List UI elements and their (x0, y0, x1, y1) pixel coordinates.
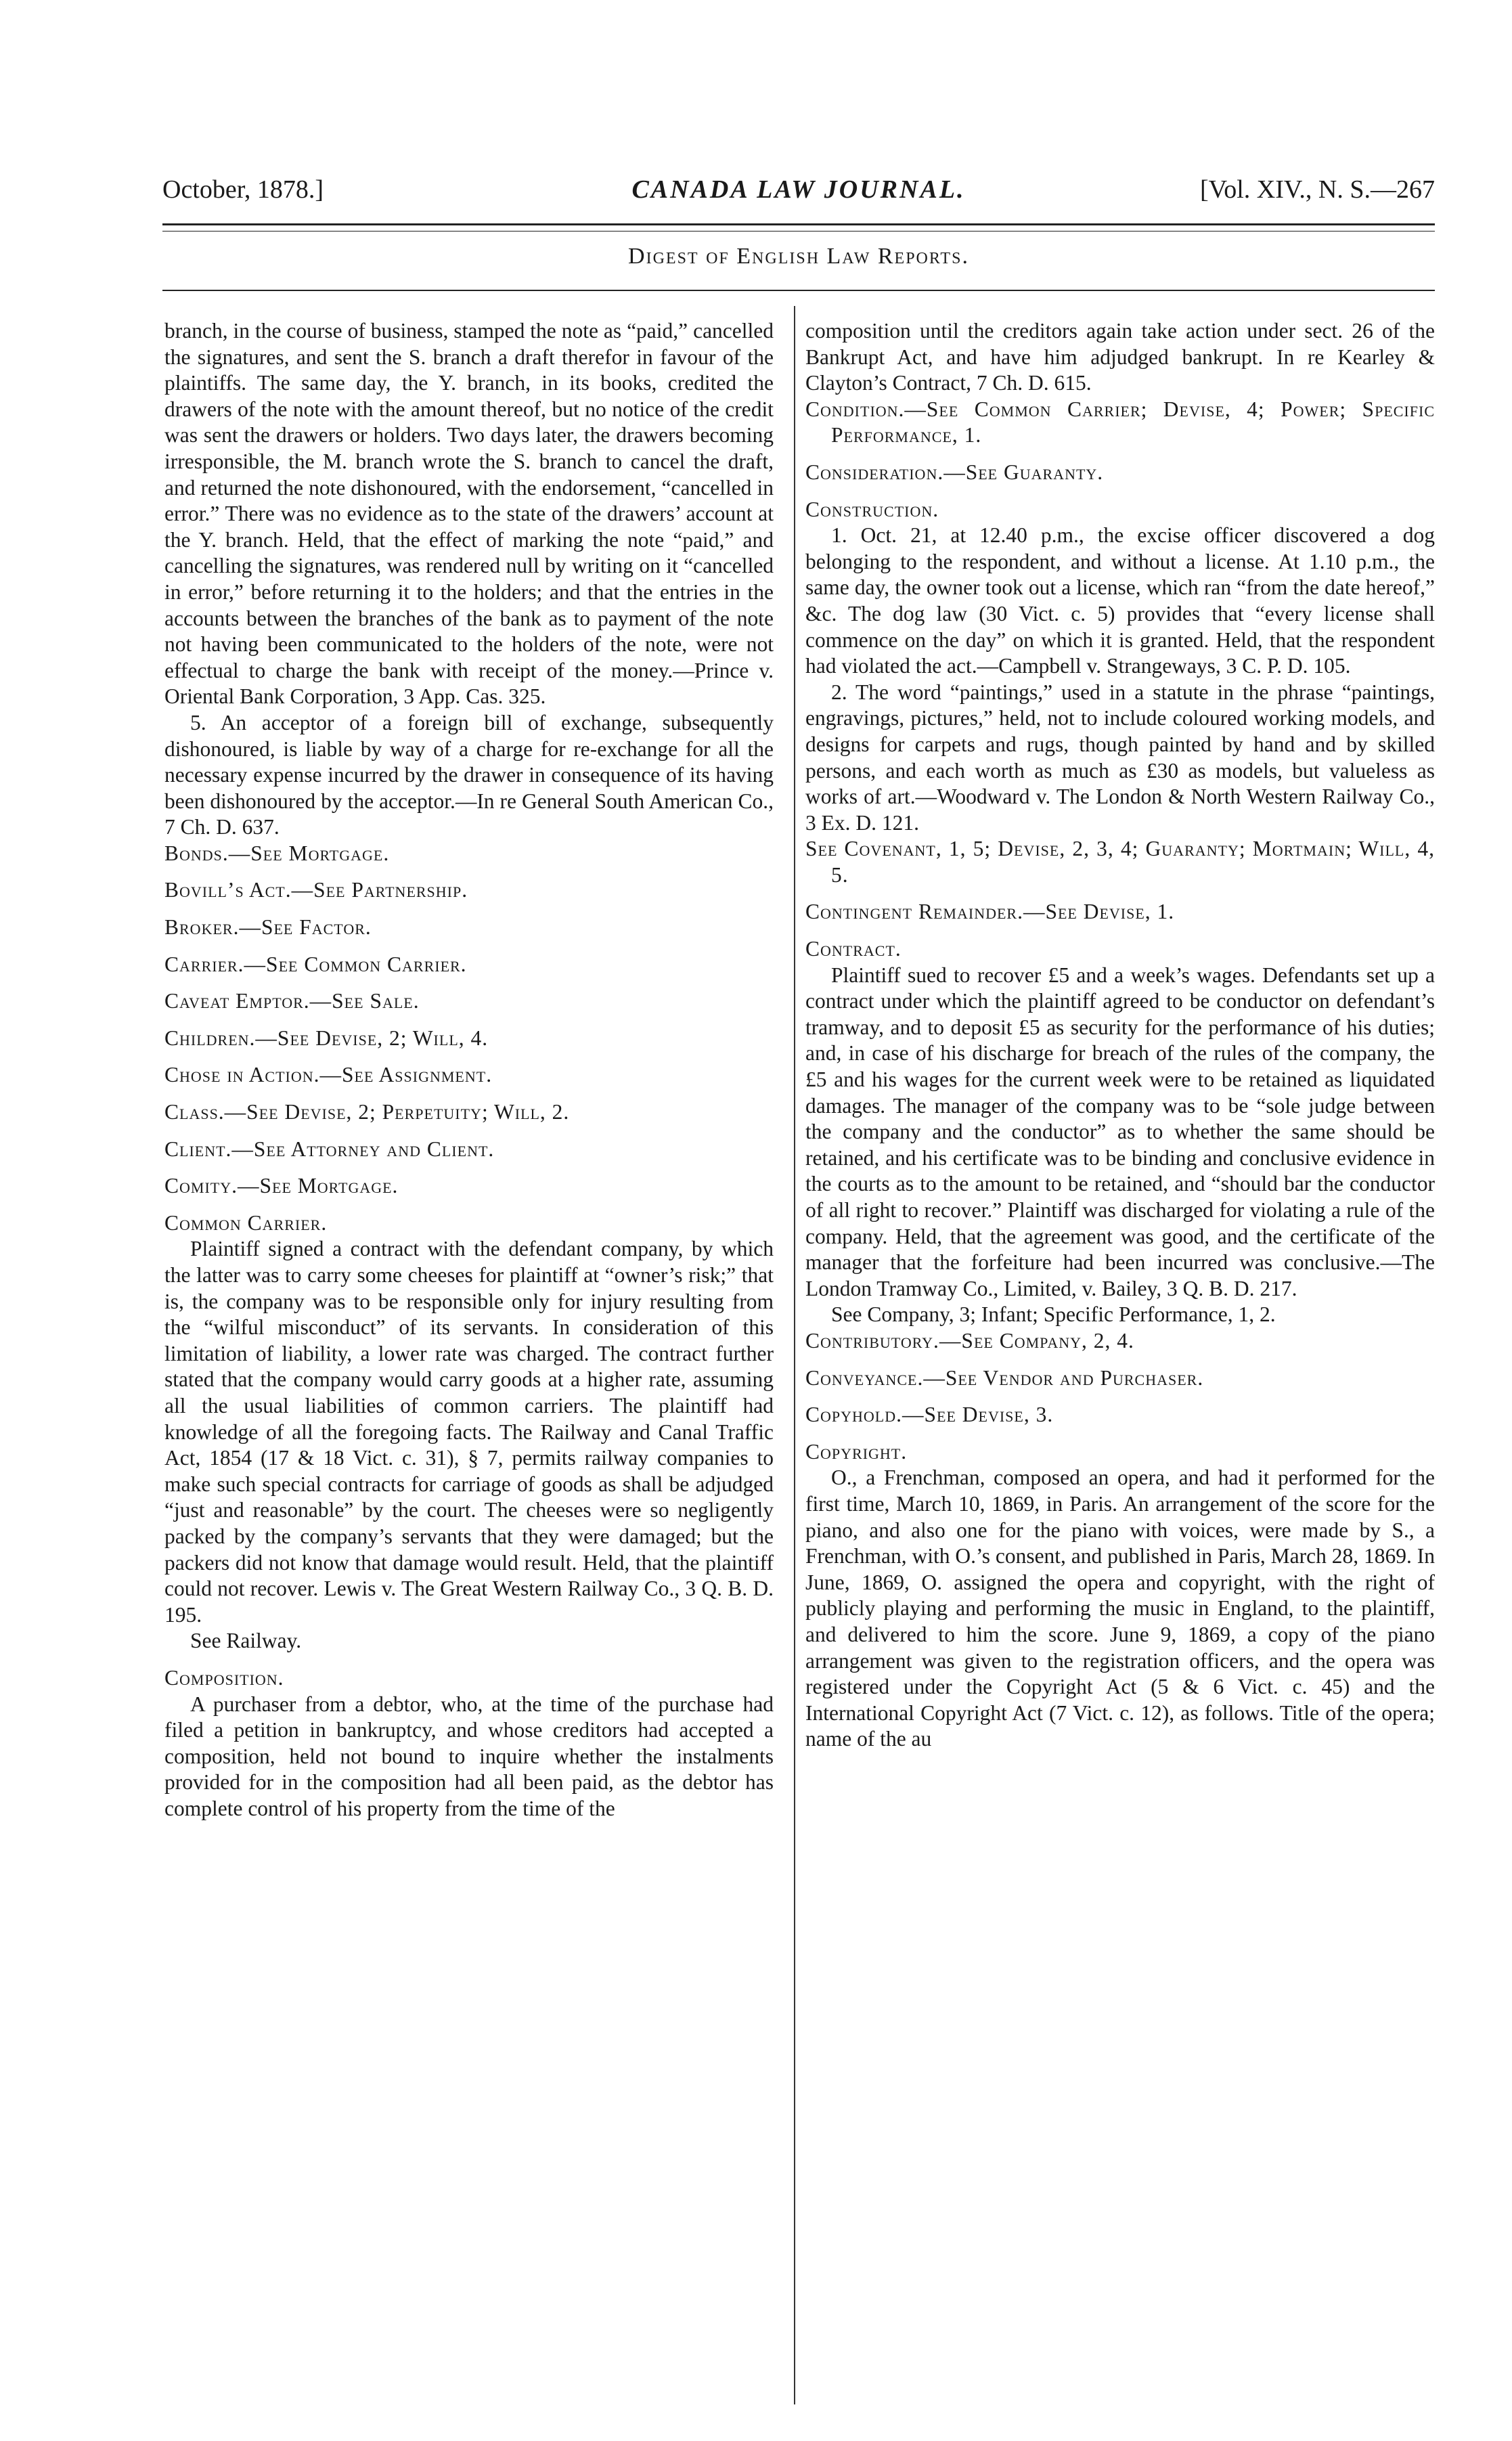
column-divider (794, 306, 795, 2404)
entry-heading: Copyright. (805, 1439, 908, 1464)
body-paragraph: 2. The word “paintings,” used in a statute in the phrase “paintings, engravings, pictures,” held, not to include coloured working models, and designs for carpets and rugs, though painted by hand and by skilled persons, and each worth as much as £30 as models, but valueless as works of art.—Woodward v. The London & North Western Railway Co., 3 Ex. D. 121. (805, 680, 1435, 835)
cross-reference: Broker.—See Factor. (164, 915, 372, 940)
body-paragraph: See Railway. (190, 1629, 302, 1653)
cross-reference: Client.—See Attorney and Client. (164, 1137, 495, 1161)
cross-reference: Consideration.—See Guaranty. (805, 460, 1104, 484)
section-rule (162, 290, 1435, 291)
entry-heading: Common Carrier. (164, 1210, 328, 1235)
cross-reference: Copyhold.—See Devise, 3. (805, 1403, 1054, 1427)
body-paragraph: A purchaser from a debtor, who, at the time of the purchase had filed a petition in bankruptcy, and whose creditors had accepted a composition, held not bound to inquire whether the instalments provided for in the composition had all been paid, as the debtor has complete control of his property from the time of the (164, 1692, 774, 1820)
entry-heading: Contract. (805, 937, 902, 961)
body-paragraph: O., a Frenchman, composed an opera, and had it performed for the first time, March 10, 1869, in Paris. An arrangement of the score for the piano, and also one for the piano with voices, were made by S., a Frenchman, with O.’s consent, and published in Paris, March 28, 1869. In June, 1869, O. assigned the opera and copyright, with the right of publicly playing and performing the music in England, to the plaintiff, and delivered to him the score. June 9, 1869, a copy of the piano arrangement was given to the registration officers, and the opera was registered under the Copyright Act (5 & 6 Vict. c. 45) and the International Copyright Act (7 Vict. c. 12), as follows. Title of the opera; name of the au (805, 1466, 1435, 1751)
right-column (805, 318, 1435, 1753)
running-header (162, 175, 1435, 215)
spacer (164, 1654, 774, 1665)
cross-reference: Caveat Emptor.—See Sale. (164, 989, 420, 1013)
cross-reference: Bonds.—See Mortgage. (164, 841, 390, 865)
cross-reference: Conveyance.—See Vendor and Purchaser. (805, 1365, 1204, 1390)
body-paragraph: Plaintiff sued to recover £5 and a week’s wages. Defendants set up a contract under which the plaintiff agreed to be conductor on defendant’s tramway, and to deposit £5 as security for the performance of his duties; and, in case of his discharge for breach of the rules of the company, the £5 and his wages for the current week were to be retained as liquidated damages. The manager of the company was to be “sole judge between the company and the conductor” as to whether the same should be retained, and his certificate was to be binding and conclusive evidence in the courts as to the amount to be retained, and “should bar the conductor of all right to recover.” Plaintiff was discharged for violating a rule of the company. Held, that the agreement was good, and the certificate of the manager that the forfeiture had been incurred was conclusive.—The London Tramway Co., Limited, v. Bailey, 3 Q. B. D. 217. (805, 963, 1435, 1300)
cross-reference: Children.—See Devise, 2; Will, 4. (164, 1026, 489, 1050)
body-paragraph: 5. An acceptor of a foreign bill of exchange, subsequently dishonoured, is liable by way of a charge for re-exchange for all the necessary expense incurred by the drawer in consequence of its having been dishonoured by the acceptor.—In re General South American Co., 7 Ch. D. 637. (164, 710, 774, 839)
cross-reference: Chose in Action.—See Assignment. (164, 1063, 493, 1087)
body-paragraph: See Company, 3; Infant; Specific Performance, 1, 2. (831, 1302, 1276, 1327)
journal-title: CANADA LAW JOURNAL. (631, 175, 966, 204)
cross-reference: Bovill’s Act.—See Partnership. (164, 878, 468, 902)
body-paragraph: branch, in the course of business, stamped the note as “paid,” cancelled the signatures, and sent the S. branch a draft therefor in favour of the plaintiffs. The same day, the Y. branch, in its books, credited the drawers of the note with the amount thereof, but no notice of the credit was sent the drawers or holders. Two days later, the drawers becoming irresponsible, the M. branch wrote the S. branch to cancel the draft, and returned the note dishonoured, with the endorsement, “cancelled in error.” There was no evidence as to the state of the drawers’ account at the Y. branch. Held, that the effect of marking the note “paid,” and cancelling the signatures, was rendered null by writing on it “cancelled in error,” before returning it to the holders; and that the entries in the accounts between the branches of the bank as to payment of the note not having been communicated to the holders of the note, were not effectual to charge the bank with receipt of the money.—Prince v. Oriental Bank Corporation, 3 App. Cas. 325. (164, 319, 774, 709)
cross-reference: See Covenant, 1, 5; Devise, 2, 3, 4; Guaranty; Mortmain; Will, 4, 5. (805, 837, 1435, 887)
section-title: Digest of English Law Reports. (628, 244, 969, 269)
cross-reference: Comity.—See Mortgage. (164, 1174, 399, 1198)
left-column (164, 318, 774, 1822)
body-paragraph: 1. Oct. 21, at 12.40 p.m., the excise officer discovered a dog belonging to the respondent, and without a license. At 1.10 p.m., the same day, the owner took out a license, which ran “from the date hereof,” &c. The dog law (30 Vict. c. 5) provides that “every license shall commence on the day” on which it is granted. Held, that the respondent had violated the act.—Campbell v. Strangeways, 3 C. P. D. 105. (805, 523, 1435, 678)
header-volume: [Vol. XIV., N. S.—267 (1200, 175, 1435, 204)
entry-heading: Construction. (805, 497, 939, 521)
entry-heading: Composition. (164, 1665, 284, 1690)
header-double-rule (162, 223, 1435, 232)
cross-reference: Contributory.—See Company, 2, 4. (805, 1328, 1134, 1353)
cross-reference: Condition.—See Common Carrier; Devise, 4; Power; Specific Performance, 1. (805, 397, 1435, 447)
cross-reference: Carrier.—See Common Carrier. (164, 952, 467, 976)
body-paragraph: Plaintiff signed a contract with the defendant company, by which the latter was to carry some cheeses for plaintiff at “owner’s risk;” that is, the company was to be responsible only for injury resulting from the “wilful misconduct” of its servants. In consideration of this limitation of liability, a lower rate was charged. The contract further stated that the company would carry goods at a higher rate, assuming all the usual liabilities of common carriers. The plaintiff had knowledge of all the foregoing facts. The Railway and Canal Traffic Act, 1854 (17 & 18 Vict. c. 31), § 7, permits railway companies to make such special contracts for carriage of goods as shall be adjudged “just and reasonable” by the court. The cheeses were so negligently packed by the company’s servants that they were damaged; but the packers did not know that damage would result. Held, that the plaintiff could not recover. Lewis v. The Great Western Railway Co., 3 Q. B. D. 195. (164, 1237, 774, 1627)
cross-reference: Contingent Remainder.—See Devise, 1. (805, 900, 1175, 924)
cross-reference: Class.—See Devise, 2; Perpetuity; Will, 2. (164, 1100, 570, 1124)
body-paragraph: composition until the creditors again take action under sect. 26 of the Bankrupt Act, and have him adjudged bankrupt. In re Kearley & Clayton’s Contract, 7 Ch. D. 615. (805, 319, 1435, 395)
header-date: October, 1878.] (162, 175, 324, 204)
